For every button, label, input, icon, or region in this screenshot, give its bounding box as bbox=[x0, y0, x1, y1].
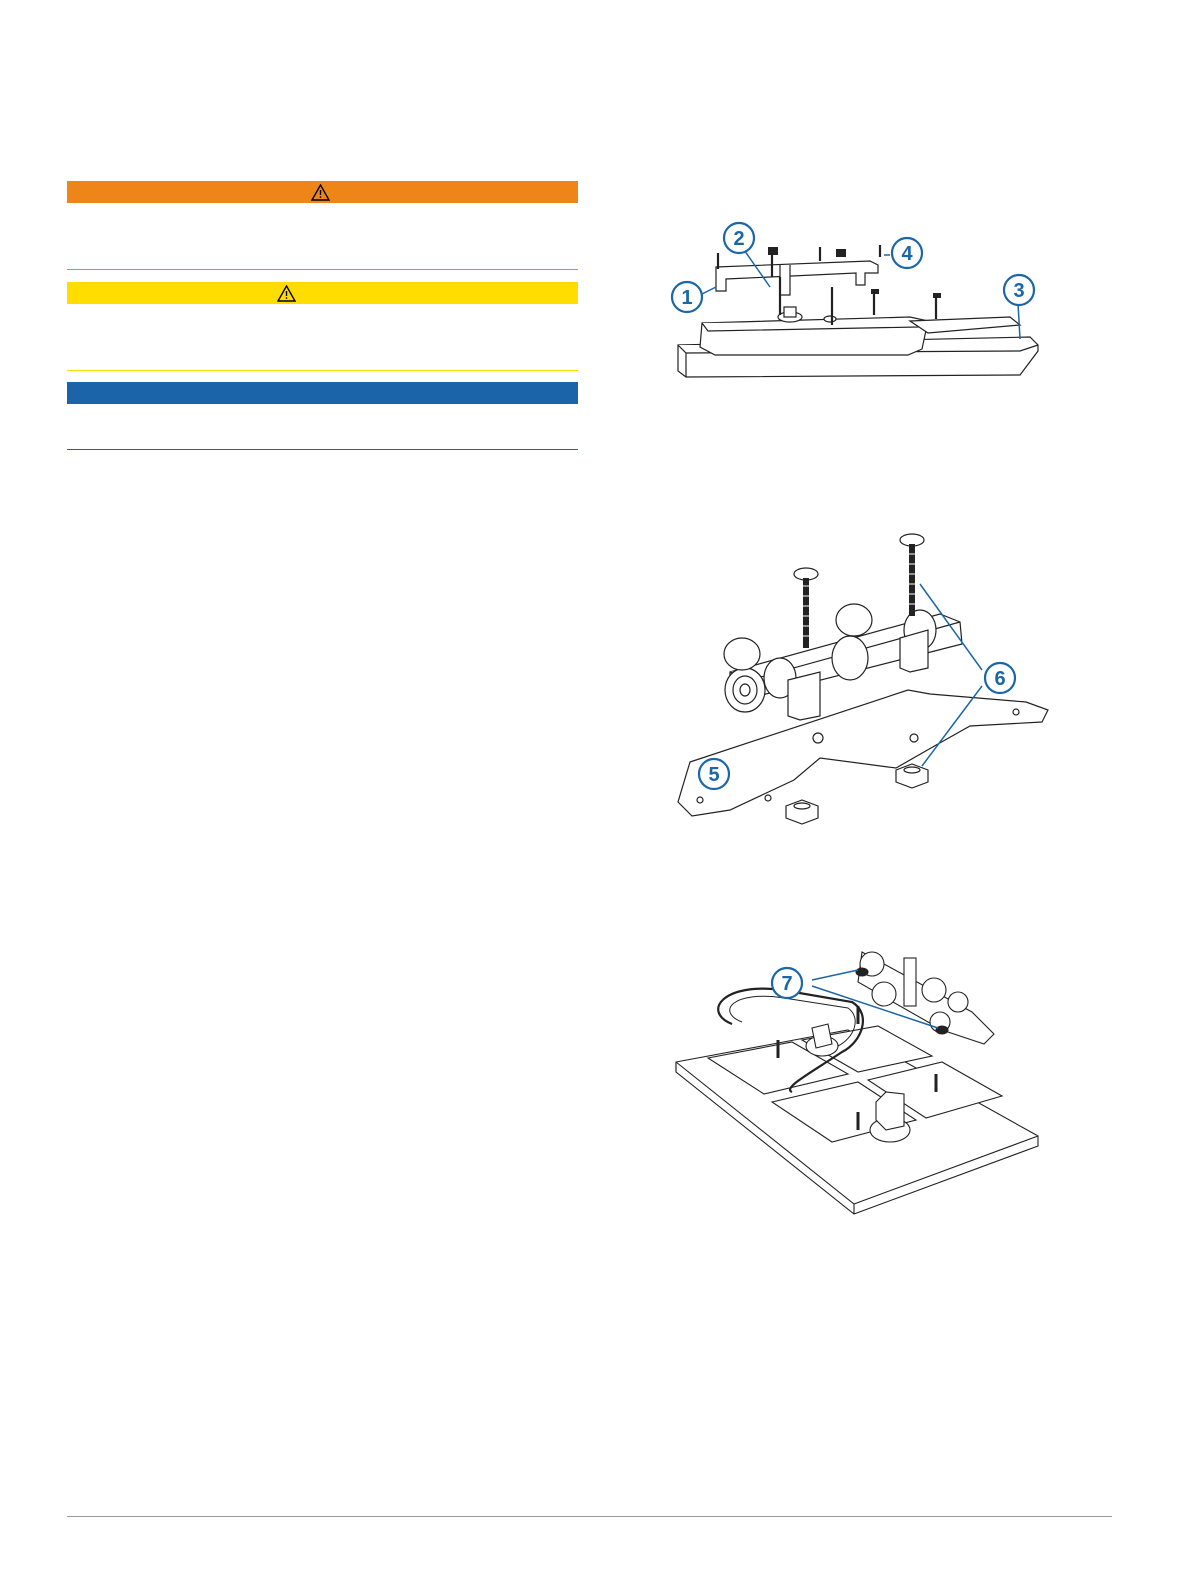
warning-divider bbox=[67, 269, 578, 270]
callout-1 bbox=[670, 280, 704, 314]
callout-3-label: 3 bbox=[1013, 280, 1025, 302]
callout-5 bbox=[697, 757, 731, 791]
callout-2-label: 2 bbox=[733, 228, 745, 250]
callout-4-label: 4 bbox=[901, 243, 913, 265]
callout-3 bbox=[1002, 273, 1036, 307]
callout-4 bbox=[890, 236, 924, 270]
assembled-unit-illustration bbox=[672, 942, 1052, 1217]
callout-7-label: 7 bbox=[781, 973, 793, 995]
caution-banner bbox=[67, 282, 578, 304]
callout-6-label: 6 bbox=[994, 668, 1006, 690]
notice-divider bbox=[67, 449, 578, 450]
callout-5-label: 5 bbox=[708, 764, 720, 786]
caution-divider bbox=[67, 370, 578, 371]
callout-1-label: 1 bbox=[681, 287, 693, 309]
warning-triangle-icon bbox=[311, 184, 330, 201]
warning-triangle-icon bbox=[277, 285, 296, 302]
warning-banner bbox=[67, 181, 578, 203]
callout-6 bbox=[983, 661, 1017, 695]
antenna-bracket-illustration bbox=[660, 215, 1050, 385]
notice-banner bbox=[67, 382, 578, 404]
callout-2 bbox=[722, 221, 756, 255]
footer-divider bbox=[67, 1516, 1112, 1517]
callout-7 bbox=[770, 966, 804, 1000]
